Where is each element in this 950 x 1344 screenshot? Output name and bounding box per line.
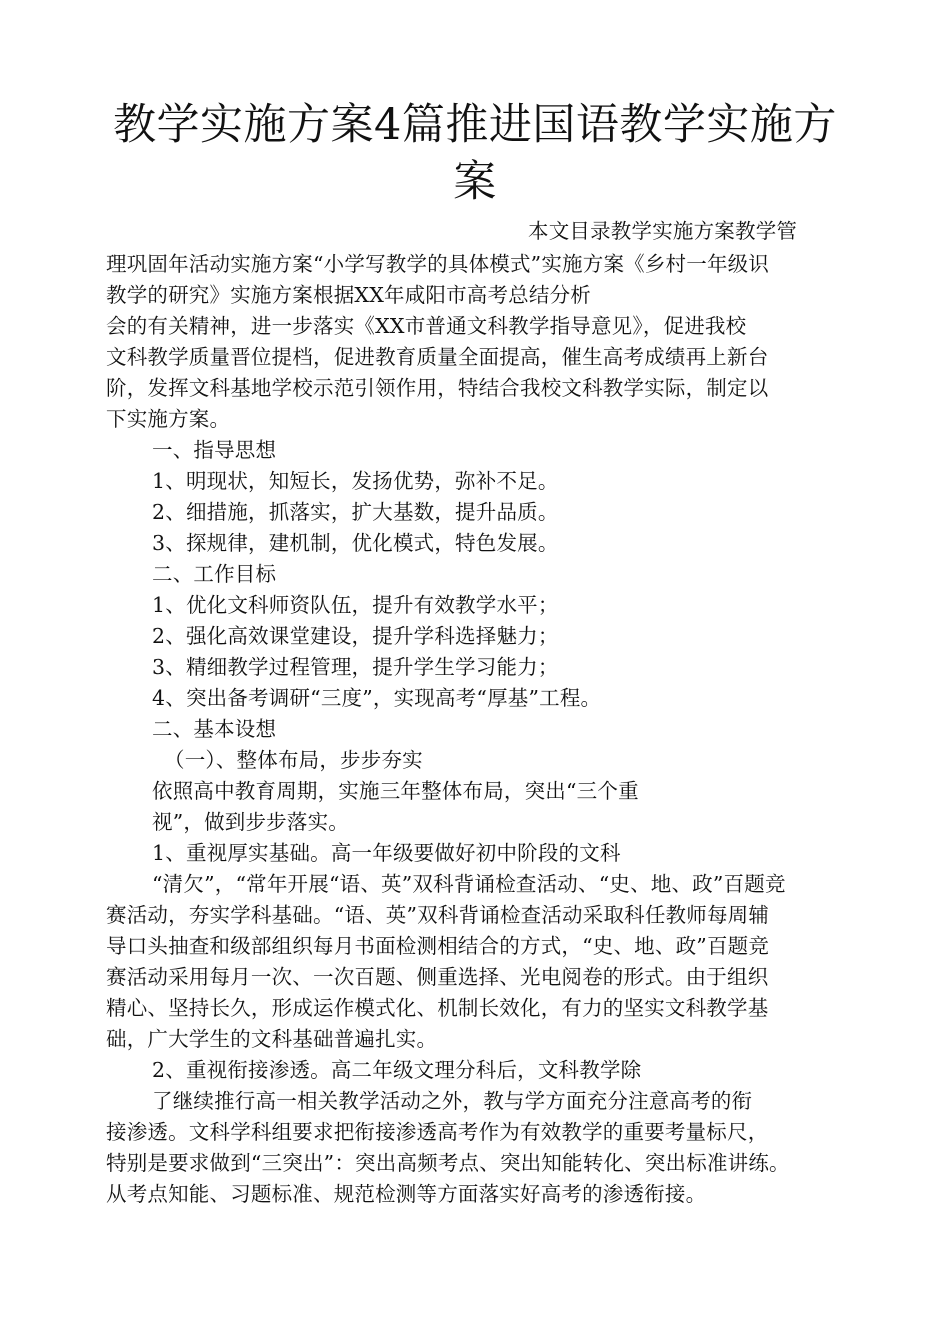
body-line-30: 接渗透。文科学科组要求把衔接渗透高考作为有效教学的重要考量标尺， xyxy=(106,1120,769,1144)
body-line-3: 教学的研究》实施方案根据XX年咸阳市高考总结分析 xyxy=(106,283,591,307)
body-line-6: 阶，发挥文科基地学校示范引领作用，特结合我校文科教学实际，制定以 xyxy=(106,376,769,400)
body-line-26: 精心、坚持长久，形成运作模式化、机制长效化，有力的坚实文科教学基 xyxy=(106,996,769,1020)
list-item: 2、强化高效课堂建设，提升学科选择魅力； xyxy=(152,624,559,648)
body-line-28: 2、重视衔接渗透。高二年级文理分科后，文科教学除 xyxy=(152,1058,642,1082)
section-heading-1: 一、指导思想 xyxy=(152,438,277,462)
body-line-7: 下实施方案。 xyxy=(106,407,231,431)
body-line-25: 赛活动采用每月一次、一次百题、侧重选择、光电阅卷的形式。由于组织 xyxy=(106,965,769,989)
body-line-31: 特别是要求做到“三突出”：突出高频考点、突出知能转化、突出标准讲练。 xyxy=(106,1151,790,1175)
document-title-line-2: 案 xyxy=(453,157,497,207)
subsection-heading: （一）、整体布局，步步夯实 xyxy=(164,748,423,772)
body-line-21: 1、重视厚实基础。高一年级要做好初中阶段的文科 xyxy=(152,841,621,865)
list-item: 3、精细教学过程管理，提升学生学习能力； xyxy=(152,655,559,679)
body-line-5: 文科教学质量晋位提档，促进教育质量全面提高，催生高考成绩再上新台 xyxy=(106,345,769,369)
body-line-4: 会的有关精神，进一步落实《XX市普通文科教学指导意见》，促进我校 xyxy=(106,314,747,338)
body-line-24: 导口头抽查和级部组织每月书面检测相结合的方式，“史、地、政”百题竞 xyxy=(106,934,770,958)
list-item: 2、细措施，抓落实，扩大基数，提升品质。 xyxy=(152,500,559,524)
document-title-line-1: 教学实施方案4篇推进国语教学实施方 xyxy=(113,100,837,150)
body-line-20: 视”，做到步步落实。 xyxy=(152,810,349,834)
body-line-29: 了继续推行高一相关教学活动之外，教与学方面充分注意高考的衔 xyxy=(152,1089,753,1113)
list-item: 3、探规律，建机制，优化模式，特色发展。 xyxy=(152,531,559,555)
body-line-22: “清欠”，“常年开展“语、英”双科背诵检查活动、“史、地、政”百题竞 xyxy=(152,872,786,896)
list-item: 1、明现状，知短长，发扬优势，弥补不足。 xyxy=(152,469,559,493)
body-line-2: 理巩固年活动实施方案“小学写教学的具体模式”实施方案《乡村一年级识 xyxy=(106,252,770,276)
body-line-1: 本文目录教学实施方案教学管 xyxy=(528,219,798,243)
body-line-19: 依照高中教育周期，实施三年整体布局，突出“三个重 xyxy=(152,779,639,803)
body-line-32: 从考点知能、习题标准、规范检测等方面落实好高考的渗透衔接。 xyxy=(106,1182,707,1206)
section-heading-3: 二、基本设想 xyxy=(152,717,277,741)
list-item: 1、优化文科师资队伍，提升有效教学水平； xyxy=(152,593,559,617)
section-heading-2: 二、工作目标 xyxy=(152,562,277,586)
list-item: 4、突出备考调研“三度”，实现高考“厚基”工程。 xyxy=(152,686,602,710)
body-line-23: 赛活动，夯实学科基础。“语、英”双科背诵检查活动采取科任教师每周辅 xyxy=(106,903,770,927)
body-line-27: 础，广大学生的文科基础普遍扎实。 xyxy=(106,1027,438,1051)
